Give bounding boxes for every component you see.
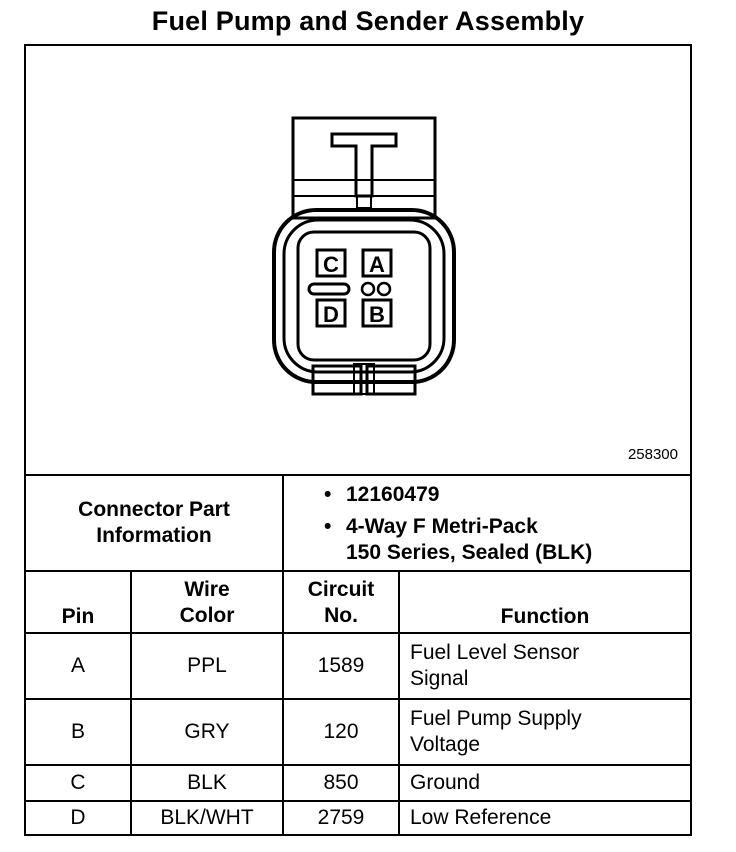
figure-id: 258300: [627, 446, 678, 463]
pin-d-label: D: [323, 302, 339, 327]
row-b-pin: B: [70, 720, 85, 743]
row-a-wire-color: PPL: [187, 654, 227, 677]
row-a-function: Fuel Level Sensor Signal: [410, 641, 580, 690]
row-b-circuit: 120: [323, 720, 359, 743]
page-title: Fuel Pump and Sender Assembly: [151, 6, 585, 36]
connector-series: [346, 540, 592, 566]
pin-a-label: A: [369, 252, 385, 277]
row-c-function: Ground: [410, 771, 481, 794]
connector-series-text: 150 Series, Sealed (BLK): [346, 541, 593, 564]
connector-part-number: • 12160479: [324, 483, 440, 506]
row-d-function: Low Reference: [410, 806, 552, 829]
header-circuit: Circuit No.: [307, 578, 375, 627]
row-a-pin: A: [70, 654, 85, 677]
connector-drawing: [26, 46, 690, 474]
pin-b-label: B: [369, 302, 385, 327]
connector-figure: [26, 46, 690, 474]
row-c-circuit: 850: [323, 771, 359, 794]
connector-type: • 4-Way F Metri-Pack: [324, 515, 538, 538]
row-c-wire-color: BLK: [187, 771, 227, 794]
row-d-circuit: 2759: [317, 806, 365, 829]
row-b-function: Fuel Pump Supply Voltage: [410, 707, 582, 756]
part-number-text: 12160479: [346, 483, 440, 506]
row-b-wire-color: GRY: [184, 720, 230, 743]
header-function: Function: [500, 605, 590, 628]
pin-c-label: C: [323, 252, 339, 277]
row-d-wire-color: BLK/WHT: [160, 806, 254, 829]
row-d-pin: D: [70, 806, 86, 829]
header-wire-color: Wire Color: [179, 578, 235, 627]
row-c-pin: C: [70, 771, 86, 794]
row-a-circuit: 1589: [317, 654, 365, 677]
header-pin: Pin: [61, 605, 95, 628]
connector-info-label: Connector Part Information: [78, 498, 230, 547]
connector-type-text: 4-Way F Metri-Pack: [346, 515, 538, 538]
divider: [26, 570, 690, 572]
document-frame: [24, 44, 692, 836]
